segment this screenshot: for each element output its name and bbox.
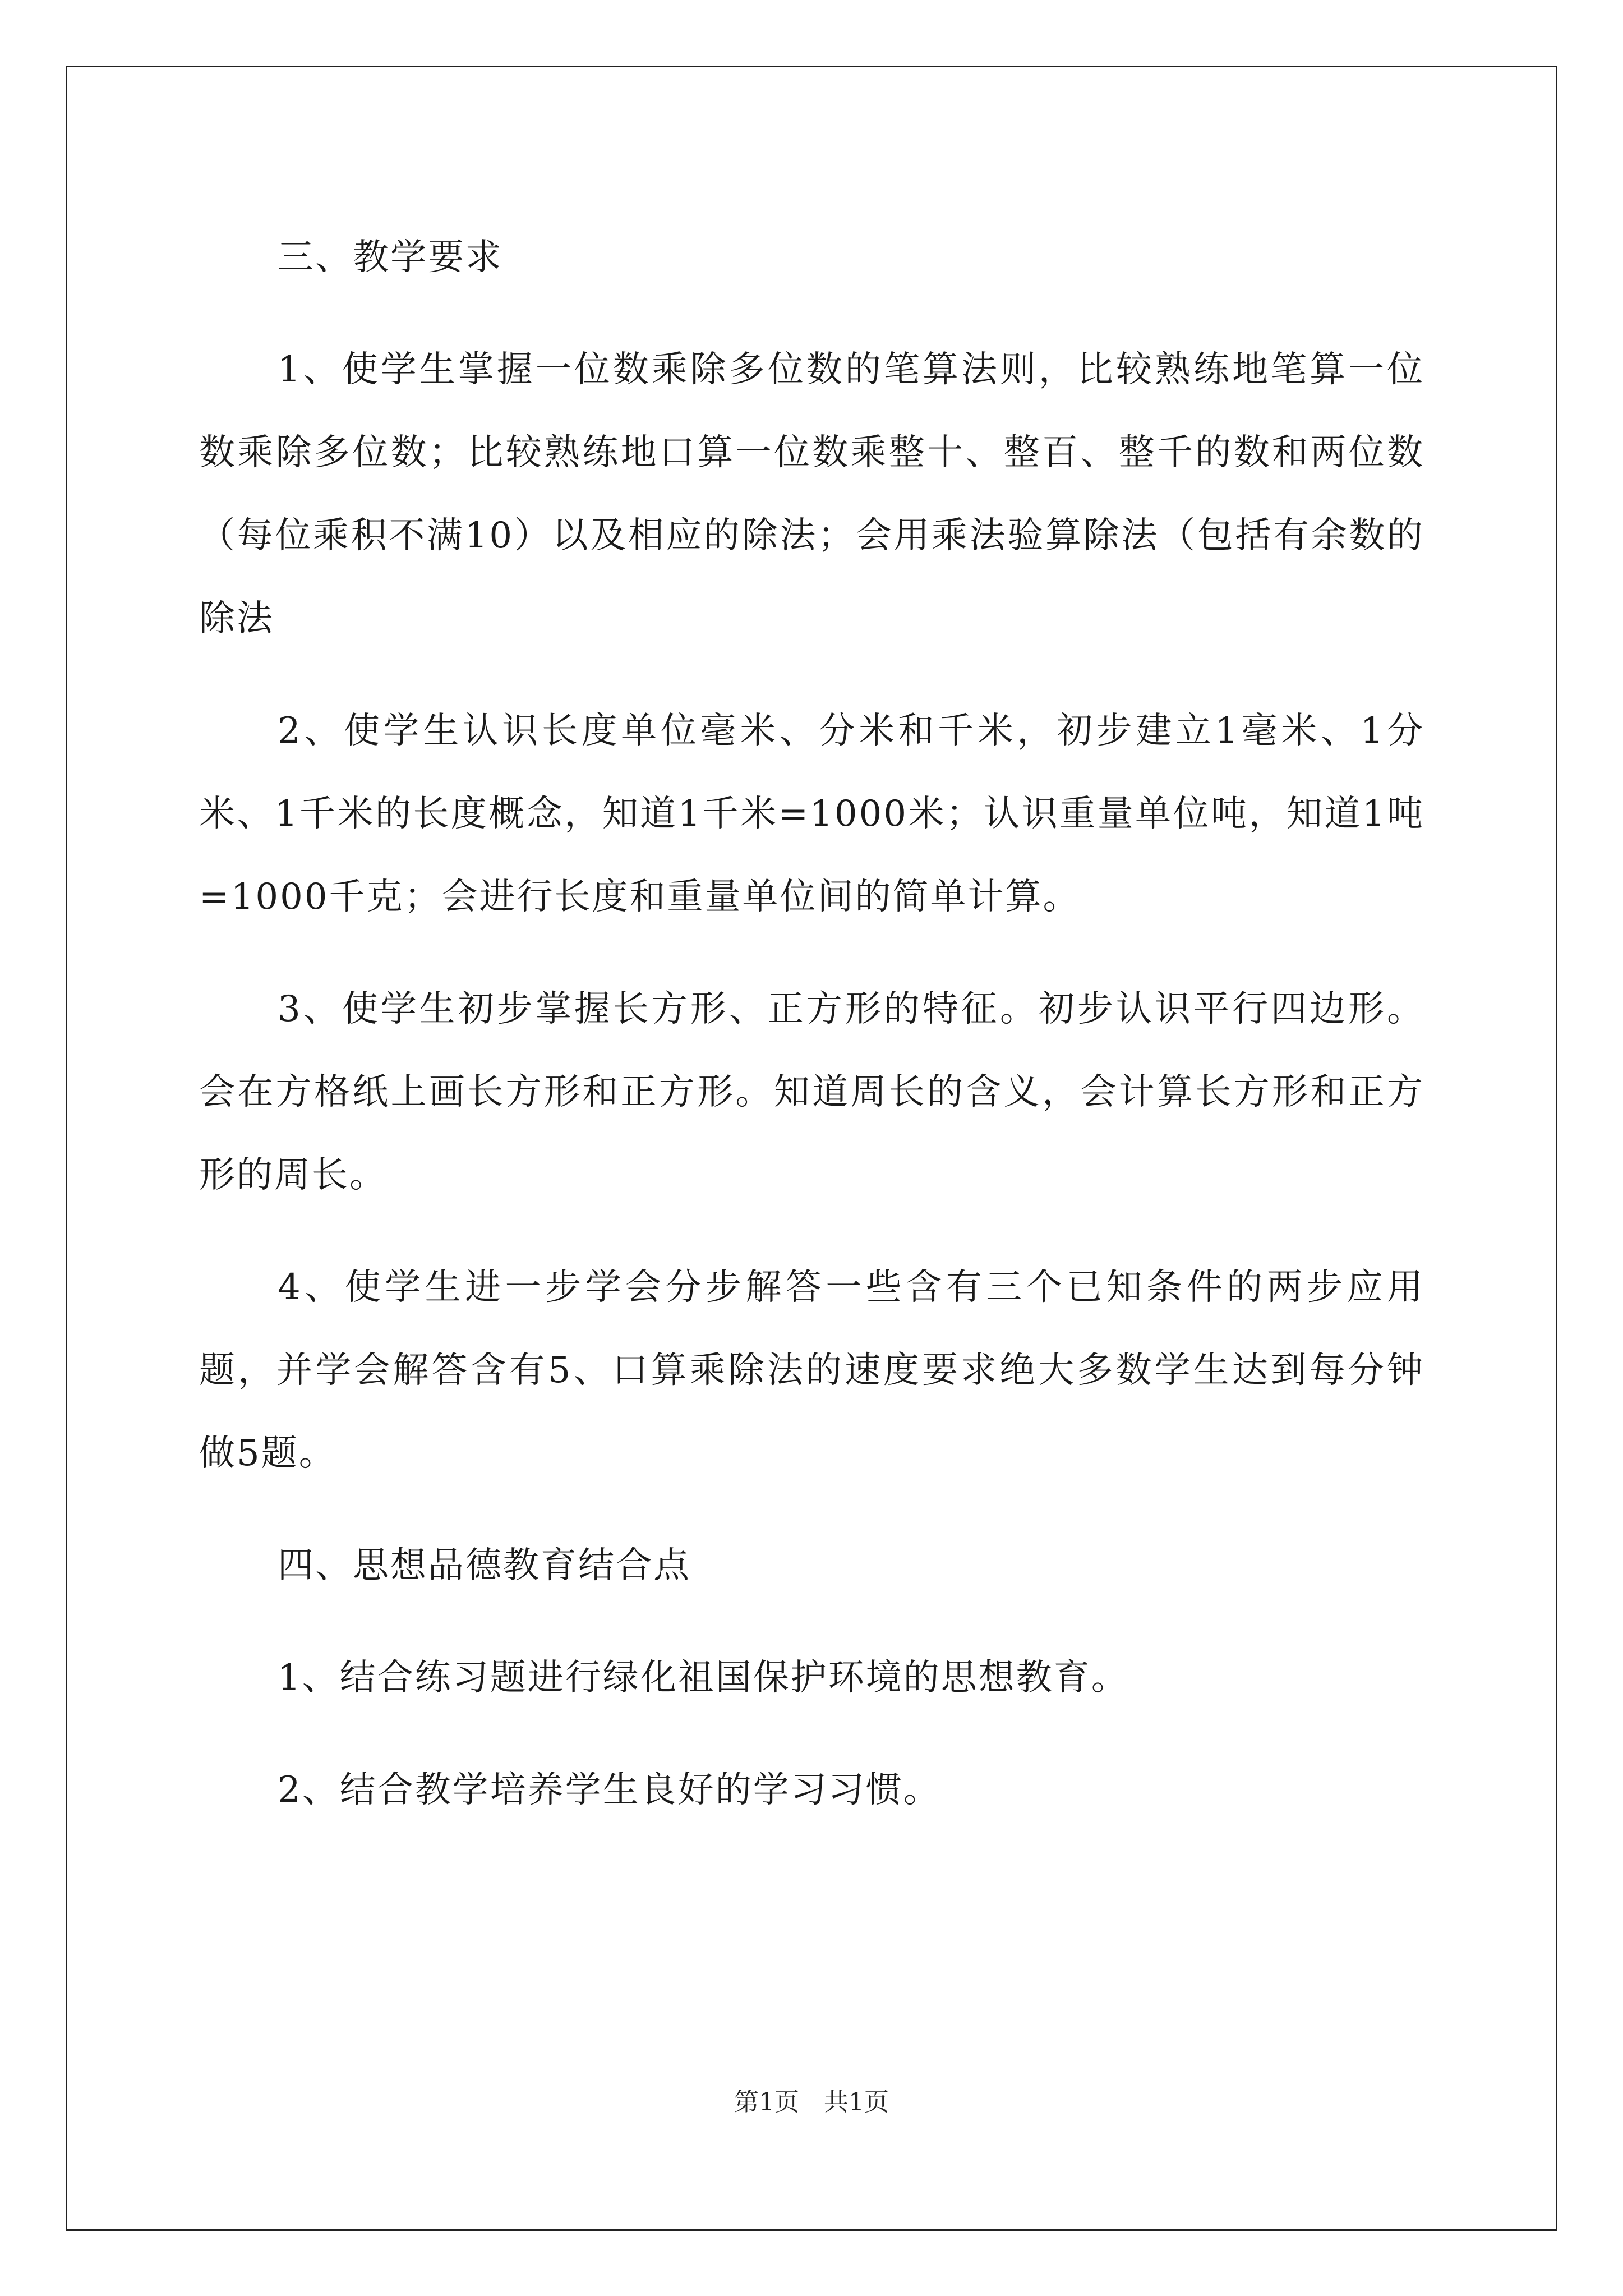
page-number-total: 共1页 (824, 2088, 889, 2116)
paragraph-requirement-2: 2、使学生认识长度单位毫米、分米和千米，初步建立1毫米、1分米、1千米的长度概念，知道1千米=1000米；认识重量单位吨，知道1吨=1000千克；会进行长度和重量单位间的简单计算。 (199, 710, 1424, 918)
paragraph-requirement-4: 4、使学生进一步学会分步解答一些含有三个已知条件的两步应用题，并学会解答含有5、口算乘除法的速度要求绝大多数学生达到每分钟做5题。 (199, 1267, 1424, 1474)
paragraph-moral-2: 2、结合教学培养学生良好的学习习惯。 (278, 1769, 941, 1811)
page-number-current: 第1页 (734, 2088, 799, 2116)
document-body (199, 216, 1424, 1832)
section-heading-teaching-requirements: 三、教学要求 (278, 237, 503, 278)
paragraph-requirement-3: 3、使学生初步掌握长方形、正方形的特征。初步认识平行四边形。会在方格纸上画长方形和正方形。知道周长的含义，会计算长方形和正方形的周长。 (199, 988, 1424, 1196)
paragraph-requirement-1: 1、使学生掌握一位数乘除多位数的笔算法则，比较熟练地笔算一位数乘除多位数；比较熟练地口算一位数乘整十、整百、整千的数和两位数（每位乘积不满10）以及相应的除法；会用乘法验算除法（包括有余数的除法 (199, 349, 1424, 639)
section-heading-moral-education: 四、思想品德教育结合点 (278, 1545, 691, 1586)
paragraph-moral-1: 1、结合练习题进行绿化祖国保护环境的思想教育。 (278, 1657, 1129, 1699)
page-footer (0, 2086, 1623, 2119)
